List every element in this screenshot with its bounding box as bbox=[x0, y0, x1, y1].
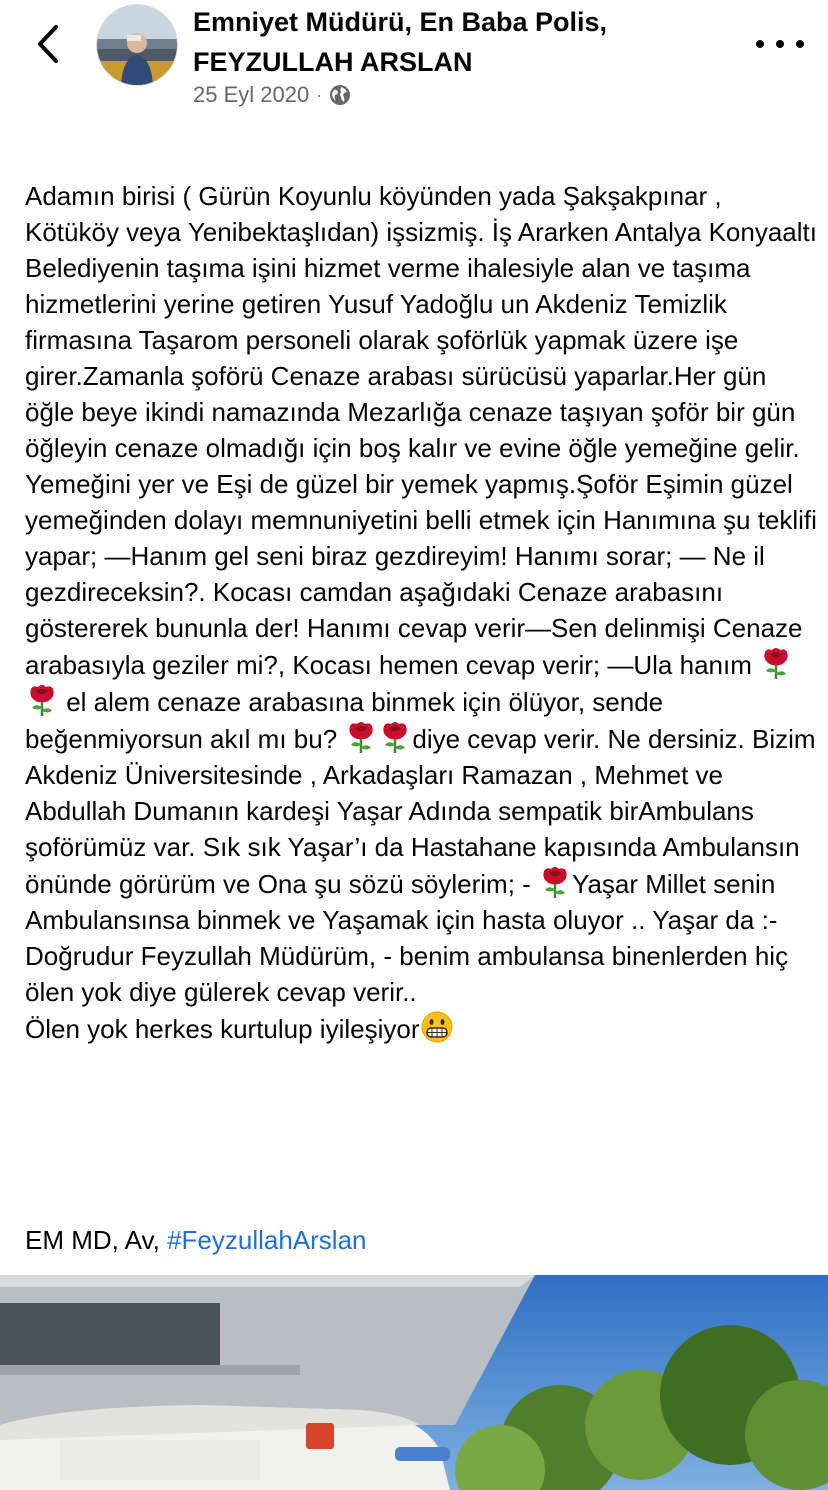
post-header bbox=[0, 0, 828, 130]
rose-emoji-icon bbox=[759, 646, 793, 680]
more-options-button[interactable] bbox=[756, 26, 804, 62]
rose-emoji-icon bbox=[344, 720, 378, 754]
post-text-part3: diye cevap verir. Ne dersiniz. Bizim Akdeniz Üniversitesinde , Arkadaşları Ramazan , Mehmet ve Abdullah Dumanın kardeşi Yaşar Adında sempatik birAmbulans şoförümüz var. Sık sık Yaşar’ı da Hastahane kapısında Ambulansın önünde görürüm ve Ona şu sözü söylerim; - bbox=[25, 724, 816, 899]
post-text-part5: Ölen yok herkes kurtulup iyileşiyor bbox=[25, 1014, 420, 1044]
photo-image bbox=[0, 1275, 828, 1490]
more-dot-icon bbox=[756, 40, 764, 48]
ambulance-photo[interactable] bbox=[0, 1275, 828, 1490]
author-name-line2: FEYZULLAH ARSLAN bbox=[193, 47, 473, 77]
globe-icon[interactable] bbox=[329, 84, 351, 106]
post-text-part2: el alem cenaze arabasına binmek için ölüyor, sende beğenmiyorsun akıl mı bu? bbox=[25, 687, 664, 754]
post-text bbox=[25, 142, 820, 1047]
more-dot-icon bbox=[776, 40, 784, 48]
hashtag-link[interactable]: #FeyzullahArslan bbox=[167, 1225, 367, 1255]
grimacing-face-emoji-icon bbox=[420, 1010, 454, 1044]
post-meta bbox=[193, 82, 351, 108]
author-name-line1: Emniyet Müdürü, En Baba Polis, bbox=[193, 7, 608, 37]
chevron-left-icon bbox=[36, 24, 60, 64]
meta-separator: · bbox=[316, 84, 323, 105]
rose-emoji-icon bbox=[378, 720, 412, 754]
author-name[interactable] bbox=[193, 2, 713, 82]
post-text-part1: Adamın birisi ( Gürün Koyunlu köyünden yada Şakşakpınar , Kötüköy veya Yenibektaşlıdan) işsizmiş. İş Ararken Antalya Konyaaltı Belediyenin taşıma işini hizmet verme ihalesiyle alan ve taşıma hizmetlerini yerine getiren Yusuf Yadoğlu un Akdeniz Temizlik firmasına Taşarom personeli olarak şoförlük yapmak üzere işe girer.Zamanla şoförü Cenaze arabası sürücüsü yaparlar.Her gün öğle beye ikindi namazında Mezarlığa cenaze taşıyan şoför bir gün öğleyin cenaze olmadığı için boş kalır ve evine öğle yemeğine gelir. Yemeğini yer ve Eşi de güzel bir yemek yapmış.Şoför Eşimin güzel yemeğinden dolayı memnuniyetini belli etmek için Hanımına şu teklifi yapar; —Hanım gel seni biraz gezdireyim! Hanımı sorar; — Ne il gezdireceksin?. Kocası camdan aşağıdaki Cenaze arabasını göstererek bununla der! Hanımı cevap verir—Sen delinmişi Cenaze arabasıyla geziler mi?, Kocası hemen cevap verir; —Ula hanım bbox=[25, 181, 817, 680]
post-text-part4: Yaşar Millet senin Ambulansınsa binmek ve Yaşamak için hasta oluyor .. Yaşar da :-Doğrudur Feyzullah Müdürüm, - benim ambulansa binenlerden hiç ölen yok diye gülerek cevap verir.. bbox=[25, 869, 789, 1007]
avatar-image bbox=[97, 5, 177, 85]
rose-emoji-icon bbox=[25, 683, 59, 717]
back-button[interactable] bbox=[30, 22, 66, 66]
more-dot-icon bbox=[796, 40, 804, 48]
post-date[interactable]: 25 Eyl 2020 bbox=[193, 82, 310, 107]
rose-emoji-icon bbox=[538, 865, 572, 899]
author-avatar[interactable] bbox=[96, 4, 178, 86]
post-signature bbox=[25, 1222, 367, 1258]
signature-text: EM MD, Av, bbox=[25, 1225, 168, 1255]
